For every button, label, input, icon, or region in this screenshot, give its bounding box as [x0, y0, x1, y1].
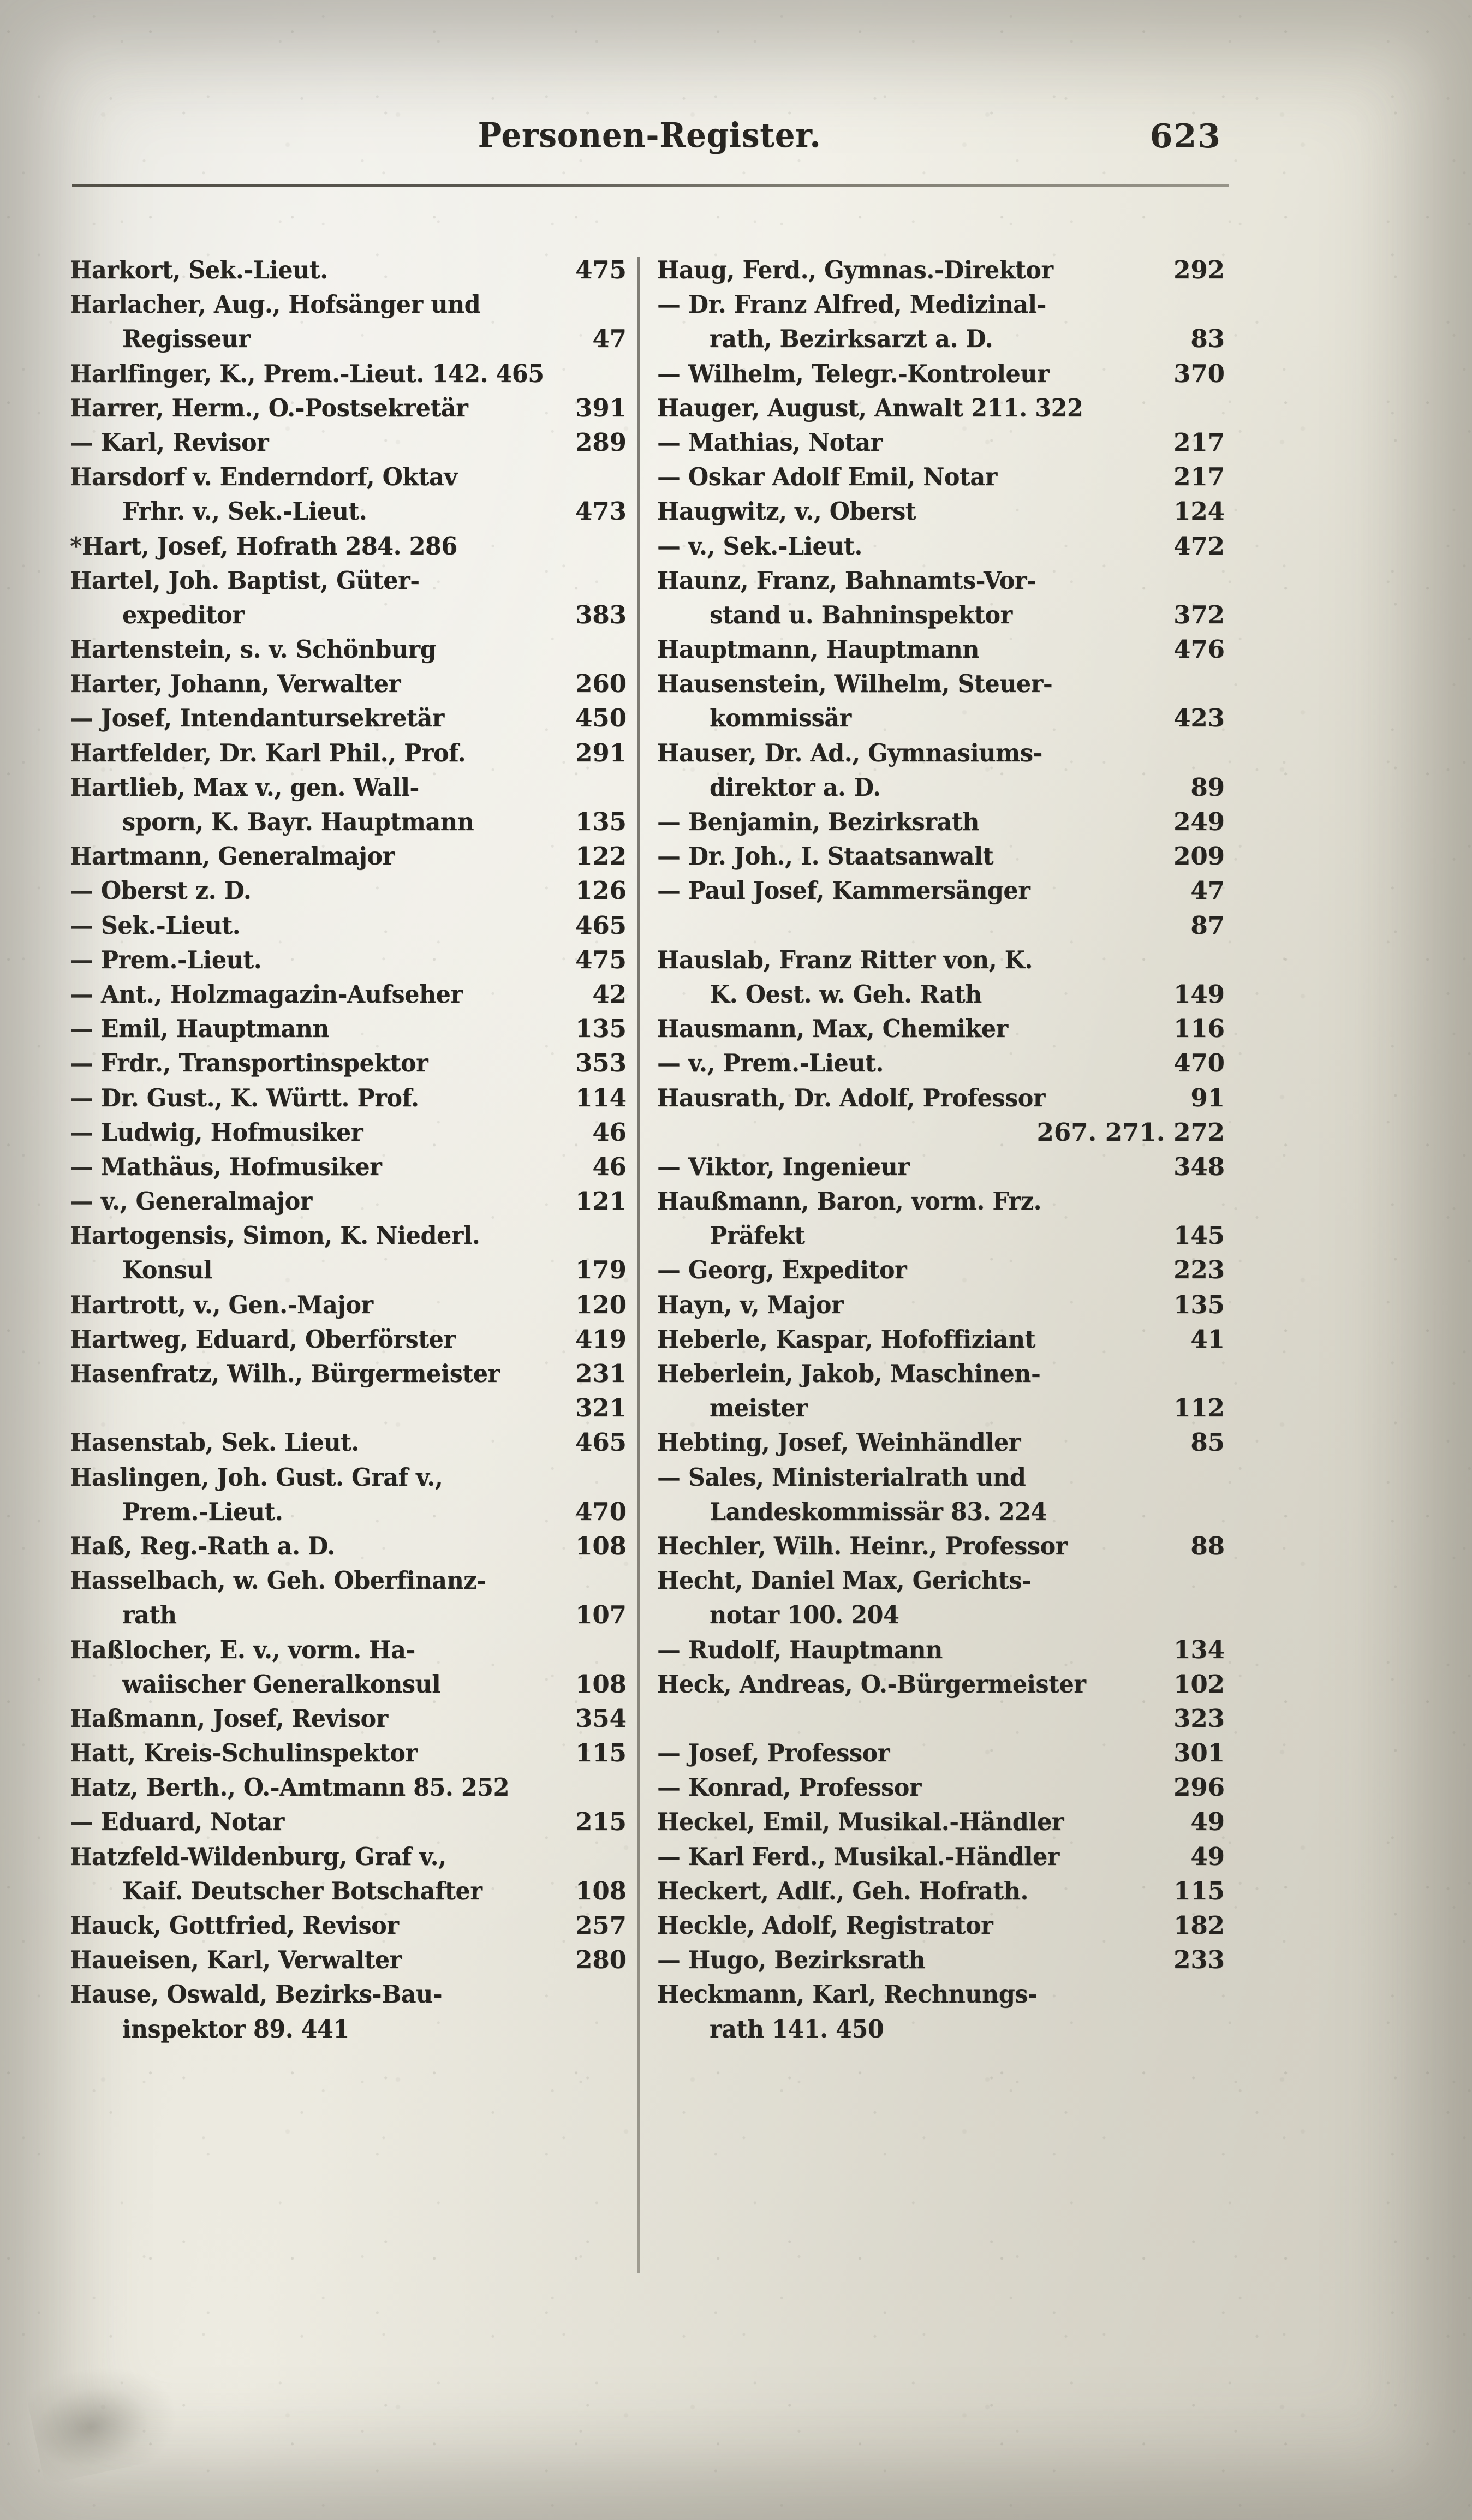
index-entry: [70, 463, 627, 498]
index-entry-continuation: — Ludwig, Hofmusiker: [70, 1117, 363, 1147]
index-entry-continuation: — v., Prem.-Lieut.: [657, 1048, 884, 1078]
index-entry-page-ref: 107: [575, 1600, 627, 1630]
index-entry-name: Hatzfeld-Wildenburg, Graf v.,: [70, 1842, 446, 1871]
index-entry-name: rath 141. 450: [710, 2014, 884, 2044]
index-entry-page-ref: 267. 271. 272: [1036, 1117, 1225, 1147]
index-entry-page-ref: 321: [575, 1393, 627, 1423]
index-entry-page-ref: 145: [1173, 1221, 1225, 1250]
index-entry-name: Hauslab, Franz Ritter von, K.: [657, 945, 1033, 974]
index-entry: [70, 291, 627, 325]
index-entry-name: Hauser, Dr. Ad., Gymnasiums-: [657, 738, 1042, 767]
index-entry-name: Hausenstein, Wilhelm, Steuer-: [657, 669, 1053, 699]
column-divider-rule: [637, 257, 640, 2273]
index-entry-continuation: — Dr. Joh., I. Staatsanwalt: [657, 842, 994, 871]
index-entry-name: Hause, Oswald, Bezirks-Bau-: [70, 1980, 443, 2009]
index-entry-page-ref: 47: [1190, 876, 1225, 905]
index-entry: [70, 705, 627, 739]
index-entry-name: Harlfinger, K., Prem.-Lieut. 142. 465: [70, 359, 544, 388]
index-entry-continuation: — Paul Josef, Kammersänger: [657, 876, 1030, 905]
index-entry-continuation: — Wilhelm, Telegr.-Kontroleur: [657, 359, 1050, 388]
index-entry-page-ref: 476: [1173, 635, 1225, 664]
index-entry: [657, 1050, 1225, 1084]
index-entry-page-ref: 260: [575, 669, 627, 699]
index-entry-page-ref: 116: [1173, 1014, 1225, 1044]
index-entry: [70, 395, 627, 429]
index-entry-continuation: — Dr. Gust., K. Württ. Prof.: [70, 1083, 419, 1112]
index-entry-continuation: — Benjamin, Bezirksrath: [657, 807, 979, 836]
index-entry-name: Prem.-Lieut.: [122, 1497, 283, 1526]
index-entry: [657, 533, 1225, 567]
index-entry-continuation: — v., Generalmajor: [70, 1187, 312, 1216]
index-entry-name: Harter, Johann, Verwalter: [70, 669, 401, 699]
index-entry: [70, 808, 627, 843]
index-column-left: [70, 257, 627, 2050]
index-entry: [70, 429, 627, 463]
index-entry: [70, 601, 627, 636]
index-entry-page-ref: 233: [1173, 1945, 1225, 1975]
index-entry-page-ref: 470: [575, 1497, 627, 1526]
index-entry-page-ref: 122: [575, 842, 627, 871]
index-entry-name: Landeskommissär 83. 224: [710, 1497, 1047, 1526]
index-entry-page-ref: 41: [1190, 1324, 1225, 1354]
index-entry-name: *Hart, Josef, Hofrath 284. 286: [70, 531, 457, 561]
index-entry-page-ref: 475: [575, 945, 627, 974]
index-entry: [70, 1498, 627, 1533]
index-entry-name: Haunz, Franz, Bahnamts-Vor-: [657, 565, 1036, 595]
index-entry-continuation: — Josef, Professor: [657, 1738, 890, 1768]
index-entry: [657, 946, 1225, 981]
index-entry-continuation: — Eduard, Notar: [70, 1807, 284, 1837]
index-entry: [70, 1671, 627, 1705]
index-entry-page-ref: 46: [592, 1117, 627, 1147]
index-entry: [657, 1567, 1225, 1601]
index-entry: [70, 1153, 627, 1188]
index-entry: [70, 843, 627, 877]
index-entry: [657, 395, 1225, 429]
index-entry: [70, 1912, 627, 1946]
index-entry: [657, 636, 1225, 670]
running-head: [82, 112, 1221, 194]
index-entry: [70, 1533, 627, 1567]
index-entry-continuation: — Ant., Holzmagazin-Aufseher: [70, 979, 463, 1009]
index-entry: [657, 1878, 1225, 1912]
index-entry-page-ref: 296: [1173, 1773, 1225, 1802]
index-entry: [657, 740, 1225, 774]
index-entry-name: Hechler, Wilh. Heinr., Professor: [657, 1531, 1068, 1560]
index-entry-page-ref: 102: [1173, 1669, 1225, 1699]
index-entry: [657, 1153, 1225, 1188]
index-entry-continuation: — Emil, Hauptmann: [70, 1014, 330, 1044]
index-entry-name: direktor a. D.: [710, 772, 881, 802]
index-entry-name: Hartel, Joh. Baptist, Güter-: [70, 565, 420, 595]
index-entry-continuation: — Viktor, Ingenieur: [657, 1152, 910, 1181]
index-entry-page-ref: 465: [575, 1428, 627, 1457]
index-entry: [70, 1256, 627, 1291]
index-entry-page-ref: 120: [575, 1290, 627, 1319]
index-entry-page-ref: 423: [1173, 704, 1225, 733]
index-entry-name: Haugwitz, v., Oberst: [657, 497, 916, 526]
page-title-text: Personen-Register.: [478, 115, 821, 155]
index-entry-name: kommissär: [710, 704, 851, 733]
index-entry: [657, 1739, 1225, 1774]
index-entry-page-ref: 126: [575, 876, 627, 905]
index-entry: [657, 2016, 1225, 2050]
index-entry-continuation: — Dr. Franz Alfred, Medizinal-: [657, 290, 1046, 319]
index-entry-name: Hausrath, Dr. Adolf, Professor: [657, 1083, 1046, 1112]
index-entry: [70, 1050, 627, 1084]
index-entry: [70, 567, 627, 601]
index-entry-page-ref: 115: [1173, 1876, 1225, 1905]
index-entry: [70, 1567, 627, 1601]
index-entry: [657, 981, 1225, 1015]
index-entry: [657, 325, 1225, 360]
index-entry-name: Heck, Andreas, O.-Bürgermeister: [657, 1669, 1086, 1699]
index-entry-page-ref: 450: [575, 704, 627, 733]
index-entry: [70, 1981, 627, 2015]
index-entry: [70, 1015, 627, 1050]
index-entry: [657, 705, 1225, 739]
index-entry: [657, 1705, 1225, 1739]
index-entry-continuation: — Oskar Adolf Emil, Notar: [657, 462, 997, 492]
index-entry-name: sporn, K. Bayr. Hauptmann: [122, 807, 474, 836]
index-entry-page-ref: 209: [1173, 842, 1225, 871]
index-entry: [657, 1636, 1225, 1671]
index-entry-name: Hasenfratz, Wilh., Bürgermeister: [70, 1359, 500, 1388]
index-entry: [70, 1119, 627, 1153]
index-entry-page-ref: 83: [1190, 324, 1225, 354]
index-entry: [70, 1774, 627, 1808]
index-entry-name: Hatt, Kreis-Schulinspektor: [70, 1738, 418, 1768]
index-entry-continuation: — Josef, Intendantursekretär: [70, 704, 444, 733]
index-entry-page-ref: 289: [575, 427, 627, 457]
index-entry-name: Harkort, Sek.-Lieut.: [70, 255, 328, 284]
index-entry-name: Regisseur: [122, 324, 251, 354]
index-entry-name: inspektor 89. 441: [122, 2014, 349, 2044]
index-entry-page-ref: 472: [1173, 531, 1225, 561]
index-entry: [70, 774, 627, 808]
index-entry-page-ref: 231: [575, 1359, 627, 1388]
index-entry-name: waiischer Generalkonsul: [122, 1669, 441, 1699]
index-entry: [657, 912, 1225, 946]
index-entry-page-ref: 124: [1173, 497, 1225, 526]
index-entry: [657, 1498, 1225, 1533]
index-entry-continuation: — Prem.-Lieut.: [70, 945, 262, 974]
index-entry: [657, 1464, 1225, 1498]
index-entry: [70, 740, 627, 774]
index-entry-name: Harsdorf v. Enderndorf, Oktav: [70, 462, 457, 492]
index-entry-name: Harlacher, Aug., Hofsänger und: [70, 290, 481, 319]
index-entry: [70, 325, 627, 360]
index-entry: [70, 257, 627, 291]
index-entry-page-ref: 108: [575, 1531, 627, 1560]
index-entry: [657, 1671, 1225, 1705]
index-entry: [657, 360, 1225, 395]
index-entry-name: Hayn, v, Major: [657, 1290, 844, 1319]
index-entry: [657, 1601, 1225, 1636]
index-entry-page-ref: 49: [1190, 1807, 1225, 1837]
index-entry-continuation: — Mathäus, Hofmusiker: [70, 1152, 382, 1181]
index-entry-name: Hartfelder, Dr. Karl Phil., Prof.: [70, 738, 466, 767]
index-entry-page-ref: 291: [575, 738, 627, 767]
index-entry-page-ref: 257: [575, 1911, 627, 1940]
index-entry-page-ref: 179: [575, 1255, 627, 1285]
index-entry: [70, 1808, 627, 1843]
index-entry: [70, 1946, 627, 1981]
index-entry-name: Hartlieb, Max v., gen. Wall-: [70, 772, 419, 802]
index-entry-name: Kaif. Deutscher Botschafter: [122, 1876, 482, 1905]
index-entry-name: Hartenstein, s. v. Schönburg: [70, 635, 437, 664]
index-entry-page-ref: 217: [1173, 462, 1225, 492]
index-entry: [657, 601, 1225, 636]
index-entry-name: meister: [710, 1393, 808, 1423]
index-entry: [657, 774, 1225, 808]
index-entry: [70, 1464, 627, 1498]
index-entry: [657, 1946, 1225, 1981]
index-entry: [70, 1326, 627, 1360]
index-entry: [657, 291, 1225, 325]
index-entry-page-ref: 108: [575, 1669, 627, 1699]
index-entry-page-ref: 372: [1173, 600, 1225, 629]
index-entry-name: Haß, Reg.-Rath a. D.: [70, 1531, 335, 1560]
index-entry: [657, 877, 1225, 912]
index-entry-page-ref: 348: [1173, 1152, 1225, 1181]
index-entry-name: Heckert, Adlf., Geh. Hofrath.: [657, 1876, 1029, 1905]
index-entry: [657, 1085, 1225, 1119]
index-entry: [70, 1188, 627, 1222]
index-entry-continuation: — Sales, Ministerialrath und: [657, 1462, 1026, 1492]
index-entry: [70, 2016, 627, 2050]
index-entry: [657, 1119, 1225, 1153]
index-entry-name: Heberlein, Jakob, Maschinen-: [657, 1359, 1041, 1388]
index-entry-continuation: — Georg, Expeditor: [657, 1255, 907, 1285]
index-entry-name: Heckel, Emil, Musikal.-Händler: [657, 1807, 1064, 1837]
index-entry-page-ref: 473: [575, 497, 627, 526]
index-entry-continuation: — v., Sek.-Lieut.: [657, 531, 862, 561]
index-entry: [70, 946, 627, 981]
index-entry-name: Hartrott, v., Gen.-Major: [70, 1290, 373, 1319]
index-entry-name: Hartweg, Eduard, Oberförster: [70, 1324, 456, 1354]
index-entry-name: Hasenstab, Sek. Lieut.: [70, 1428, 359, 1457]
index-entry-name: Heckmann, Karl, Rechnungs-: [657, 1980, 1038, 2009]
index-entry: [657, 1981, 1225, 2015]
index-entry-page-ref: 46: [592, 1152, 627, 1181]
index-entry-page-ref: 465: [575, 910, 627, 940]
index-entry-name: Hatz, Berth., O.-Amtmann 85. 252: [70, 1773, 510, 1802]
index-entry-page-ref: 470: [1173, 1048, 1225, 1078]
index-entry: [70, 912, 627, 946]
index-entry: [657, 1429, 1225, 1463]
index-entry: [657, 1326, 1225, 1360]
index-entry-name: Harrer, Herm., O.-Postsekretär: [70, 393, 468, 422]
index-entry-name: expeditor: [122, 600, 245, 629]
index-entry-page-ref: 370: [1173, 359, 1225, 388]
index-column-right: [657, 257, 1225, 2050]
index-entry-page-ref: 121: [575, 1187, 627, 1216]
index-entry-page-ref: 85: [1190, 1428, 1225, 1457]
index-entry-name: Frhr. v., Sek.-Lieut.: [122, 497, 367, 526]
index-entry: [657, 843, 1225, 877]
index-entry-page-ref: 383: [575, 600, 627, 629]
index-entry-page-ref: 249: [1173, 807, 1225, 836]
index-entry: [70, 360, 627, 395]
index-entry-name: Haslingen, Joh. Gust. Graf v.,: [70, 1462, 443, 1492]
index-entry: [70, 1739, 627, 1774]
header-rule: [72, 184, 1229, 187]
index-entry-name: Haug, Ferd., Gymnas.-Direktor: [657, 255, 1053, 284]
index-entry-page-ref: 134: [1173, 1635, 1225, 1664]
index-entry-name: Hauck, Gottfried, Revisor: [70, 1911, 399, 1940]
index-entry-continuation: — Sek.-Lieut.: [70, 910, 241, 940]
index-entry-page-ref: 301: [1173, 1738, 1225, 1768]
index-entry: [70, 1222, 627, 1256]
index-entry-page-ref: 42: [592, 979, 627, 1009]
index-entry: [657, 567, 1225, 601]
index-entry: [70, 670, 627, 705]
index-entry-continuation: — Hugo, Bezirksrath: [657, 1945, 926, 1975]
index-entry-page-ref: 88: [1190, 1531, 1225, 1560]
index-entry: [657, 1360, 1225, 1395]
index-entry: [657, 1774, 1225, 1808]
index-entry-name: Haßlocher, E. v., vorm. Ha-: [70, 1635, 415, 1664]
index-entry-page-ref: 108: [575, 1876, 627, 1905]
index-entry-page-ref: 217: [1173, 427, 1225, 457]
index-entry: [70, 498, 627, 532]
index-entry-name: K. Oest. w. Geh. Rath: [710, 979, 982, 1009]
index-entry: [657, 429, 1225, 463]
index-entry-page-ref: 292: [1173, 255, 1225, 284]
index-entry: [70, 1360, 627, 1395]
index-entry: [657, 1291, 1225, 1326]
index-entry: [657, 257, 1225, 291]
index-entry: [70, 1085, 627, 1119]
index-entry: [70, 1878, 627, 1912]
index-entry: [70, 1429, 627, 1463]
index-entry: [657, 1222, 1225, 1256]
index-entry-page-ref: 87: [1190, 910, 1225, 940]
index-entry: [657, 808, 1225, 843]
index-entry-name: Präfekt: [710, 1221, 805, 1250]
index-entry-name: rath, Bezirksarzt a. D.: [710, 324, 993, 354]
index-entry-name: Haßmann, Josef, Revisor: [70, 1703, 388, 1733]
index-entry-name: Haueisen, Karl, Verwalter: [70, 1945, 402, 1975]
index-entry: [657, 1256, 1225, 1291]
index-entry-page-ref: 419: [575, 1324, 627, 1354]
index-entry-page-ref: 280: [575, 1945, 627, 1975]
index-entry-name: Hauger, August, Anwalt 211. 322: [657, 393, 1083, 422]
index-entry: [70, 1843, 627, 1878]
page-number: 623: [1149, 117, 1221, 156]
index-entry-page-ref: 149: [1173, 979, 1225, 1009]
index-entry: [70, 636, 627, 670]
index-entry-page-ref: 223: [1173, 1255, 1225, 1285]
index-entry-name: Hartogensis, Simon, K. Niederl.: [70, 1221, 480, 1250]
index-entry-name: Hecht, Daniel Max, Gerichts-: [657, 1566, 1032, 1595]
index-entry: [70, 877, 627, 912]
index-entry-name: Hartmann, Generalmajor: [70, 842, 395, 871]
index-entry-page-ref: 47: [592, 324, 627, 354]
index-entry-page-ref: 115: [575, 1738, 627, 1768]
index-entry-page-ref: 353: [575, 1048, 627, 1078]
index-entry: [657, 498, 1225, 532]
index-entry: [657, 1843, 1225, 1878]
index-entry-page-ref: 135: [575, 1014, 627, 1044]
index-entry: [70, 533, 627, 567]
index-entry-page-ref: 391: [575, 393, 627, 422]
index-entry: [657, 1912, 1225, 1946]
index-entry-continuation: — Oberst z. D.: [70, 876, 252, 905]
index-entry-name: stand u. Bahninspektor: [710, 600, 1012, 629]
index-entry-page-ref: 323: [1173, 1703, 1225, 1733]
index-entry: [70, 1636, 627, 1671]
index-entry-page-ref: 215: [575, 1807, 627, 1837]
index-entry: [657, 1533, 1225, 1567]
index-entry: [657, 670, 1225, 705]
index-entry: [70, 1601, 627, 1636]
index-entry-page-ref: 112: [1173, 1393, 1225, 1423]
index-entry: [657, 1395, 1225, 1429]
index-entry-name: Konsul: [122, 1255, 212, 1285]
index-entry-page-ref: 182: [1173, 1911, 1225, 1940]
index-entry-page-ref: 135: [1173, 1290, 1225, 1319]
index-entry: [70, 981, 627, 1015]
index-entry-page-ref: 89: [1190, 772, 1225, 802]
index-entry-continuation: — Konrad, Professor: [657, 1773, 922, 1802]
index-entry-continuation: — Rudolf, Hauptmann: [657, 1635, 943, 1664]
index-entry-continuation: — Karl, Revisor: [70, 427, 269, 457]
index-entry-name: Hebting, Josef, Weinhändler: [657, 1428, 1021, 1457]
index-entry-page-ref: 114: [575, 1083, 627, 1112]
index-entry-page-ref: 91: [1190, 1083, 1225, 1112]
index-entry: [70, 1395, 627, 1429]
index-entry-page-ref: 135: [575, 807, 627, 836]
index-entry-name: notar 100. 204: [710, 1600, 899, 1630]
index-entry-name: Haußmann, Baron, vorm. Frz.: [657, 1187, 1042, 1216]
index-entry-name: Hasselbach, w. Geh. Oberfinanz-: [70, 1566, 486, 1595]
scan-smudge: [23, 2354, 184, 2485]
index-entry-continuation: — Frdr., Transportinspektor: [70, 1048, 428, 1078]
index-entry-page-ref: 354: [575, 1703, 627, 1733]
index-entry-name: rath: [122, 1600, 177, 1630]
index-entry-name: Hausmann, Max, Chemiker: [657, 1014, 1008, 1044]
index-entry-continuation: — Mathias, Notar: [657, 427, 883, 457]
index-entry-page-ref: 49: [1190, 1842, 1225, 1871]
index-entry-name: Heckle, Adolf, Registrator: [657, 1911, 993, 1940]
index-entry: [70, 1705, 627, 1739]
index-entry: [70, 1291, 627, 1326]
index-entry: [657, 1808, 1225, 1843]
index-entry-name: Heberle, Kaspar, Hofoffiziant: [657, 1324, 1035, 1354]
index-entry-continuation: — Karl Ferd., Musikal.-Händler: [657, 1842, 1059, 1871]
index-entry: [657, 463, 1225, 498]
index-entry-page-ref: 475: [575, 255, 627, 284]
index-entry: [657, 1015, 1225, 1050]
index-entry: [657, 1188, 1225, 1222]
index-entry-name: Hauptmann, Hauptmann: [657, 635, 979, 664]
page-title: [82, 115, 1217, 155]
